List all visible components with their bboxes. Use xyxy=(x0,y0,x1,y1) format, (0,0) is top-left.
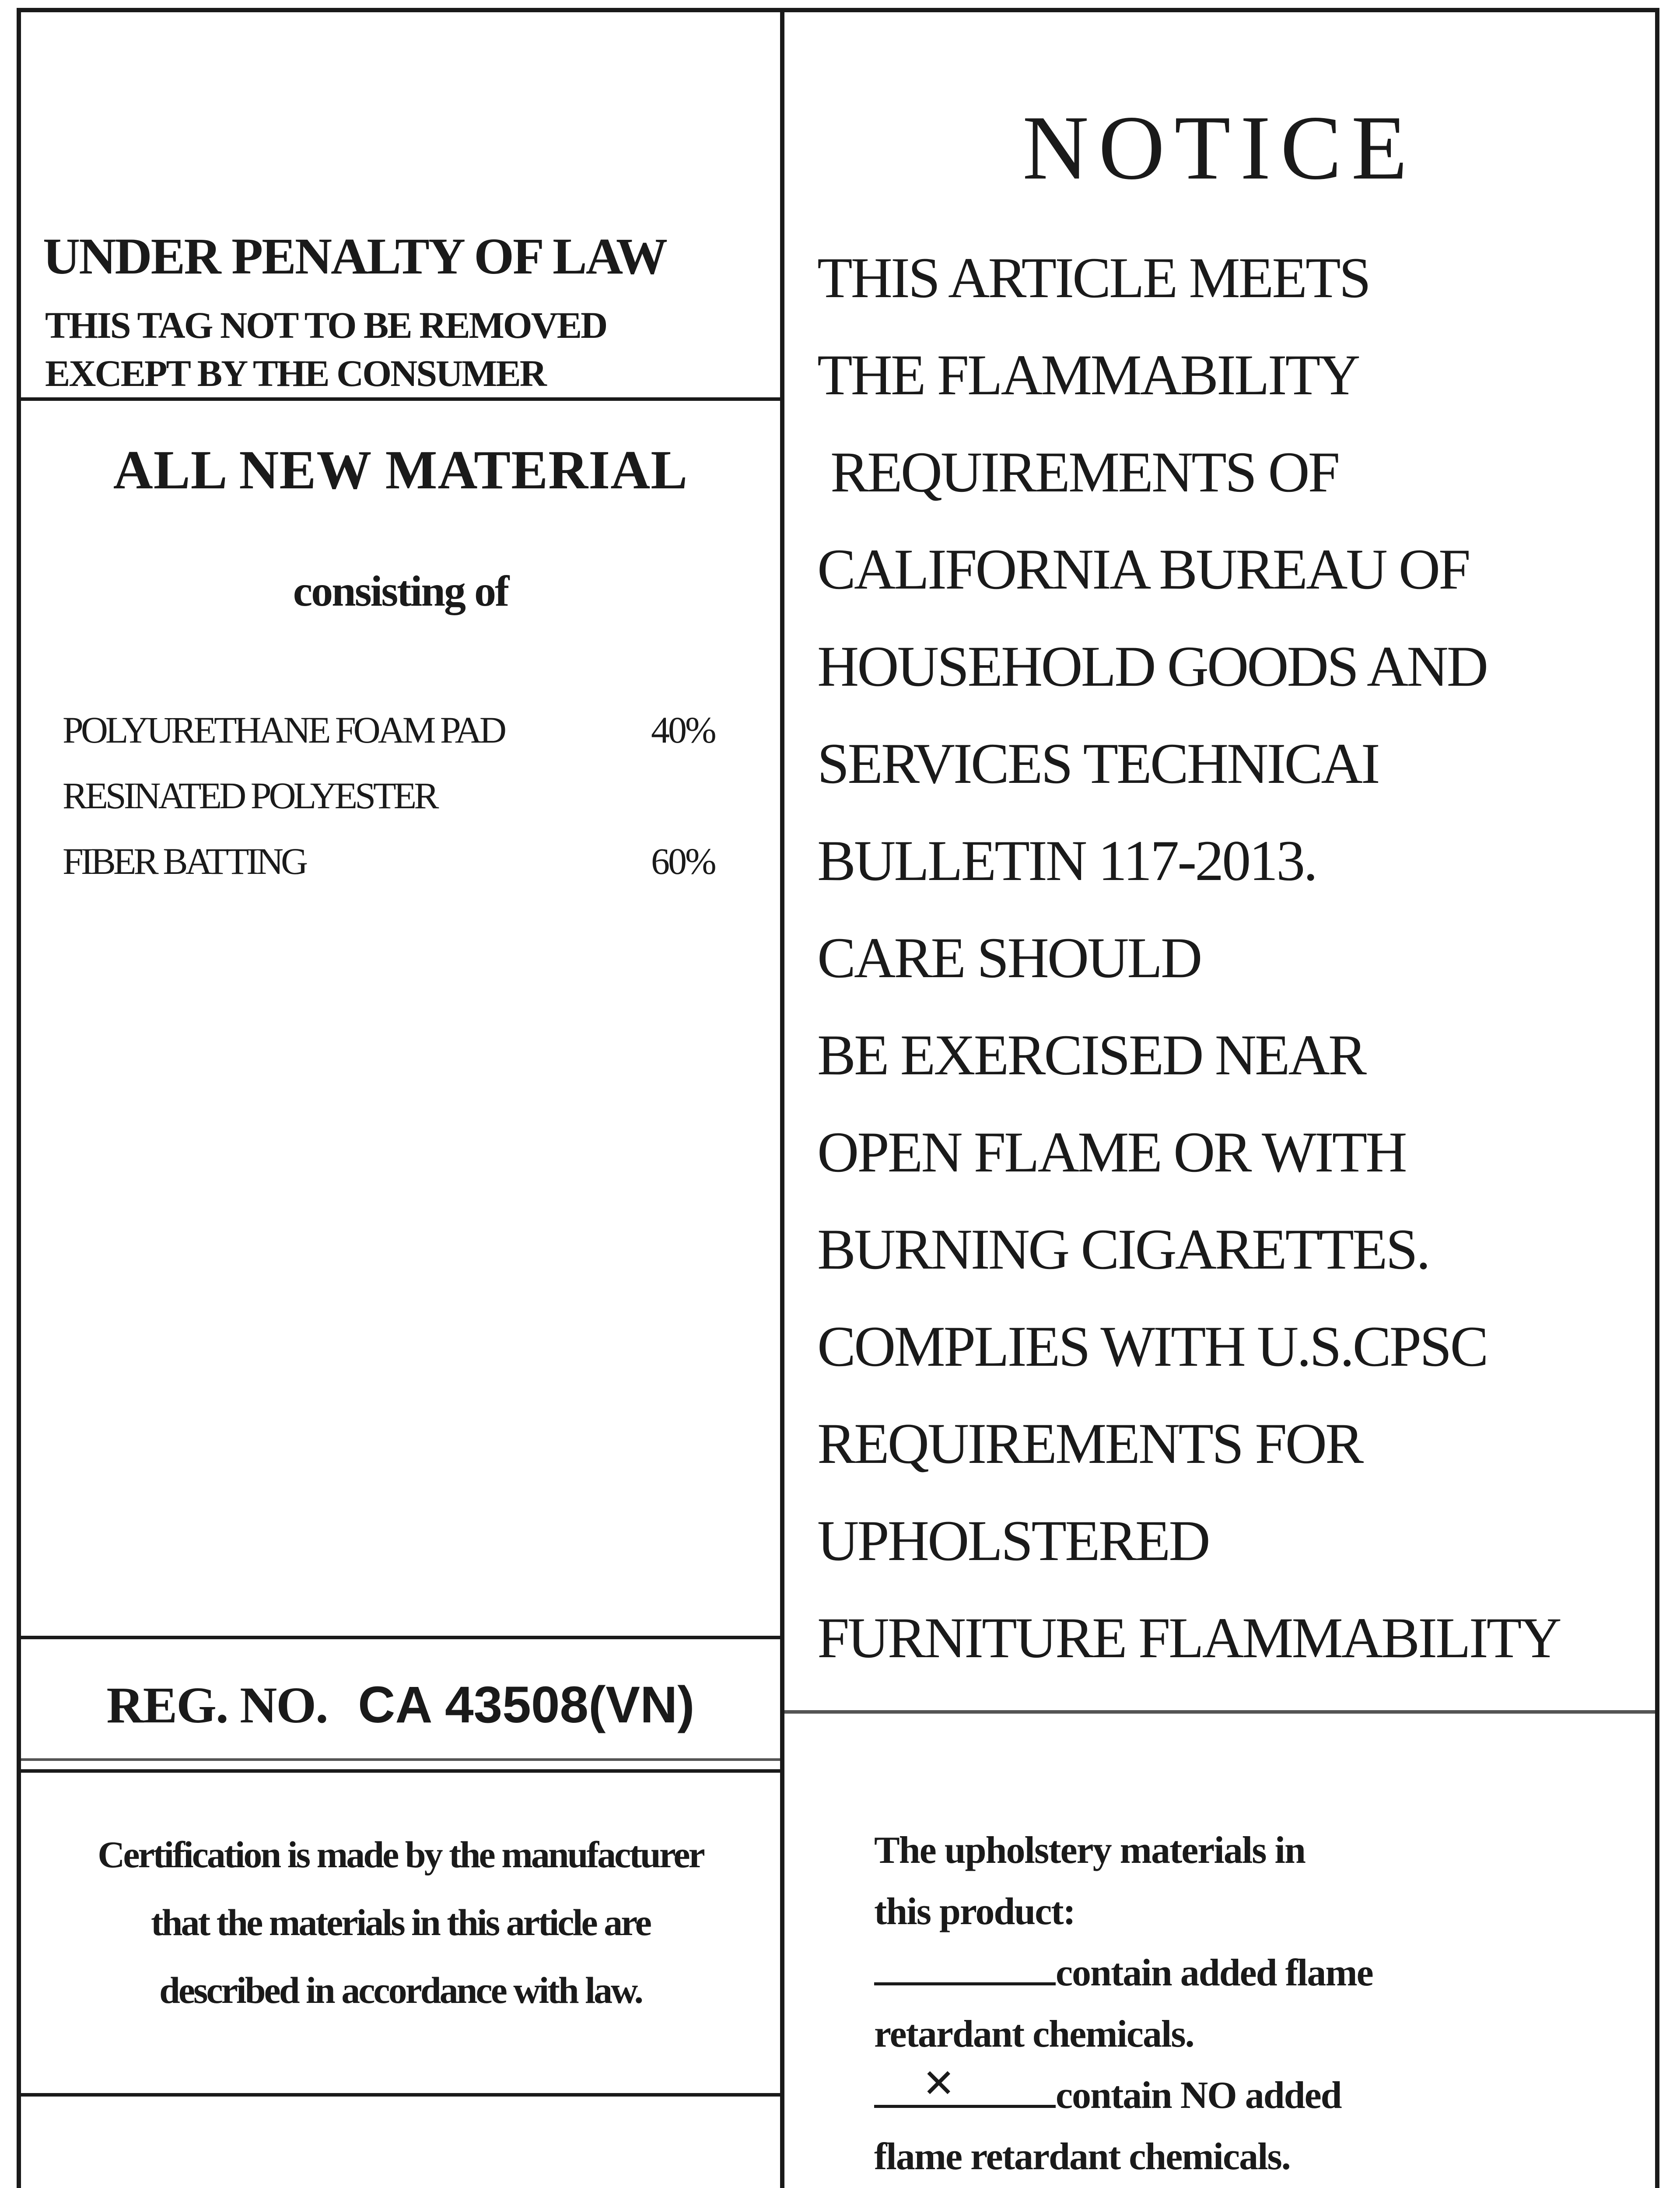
notice-line: UPHOLSTERED xyxy=(817,1508,1209,1573)
notice-line: REQUIREMENTS OF xyxy=(830,440,1339,504)
checked-x-mark: ✕ xyxy=(922,2061,955,2107)
disclosure-option-added xyxy=(874,1951,1373,1995)
material-percent: 60% xyxy=(651,840,715,882)
certification-line: that the materials in this article are xyxy=(151,1901,650,1943)
notice-line: BURNING CIGARETTES. xyxy=(817,1217,1429,1281)
material-name: POLYURETHANE FOAM PAD xyxy=(63,709,504,751)
material-percent: 40% xyxy=(651,709,715,751)
notice-line: BULLETIN 117-2013. xyxy=(817,828,1316,893)
notice-line: FURNITURE FLAMMABILITY xyxy=(817,1606,1560,1670)
disclosure-line: this product: xyxy=(874,1890,1075,1933)
notice-line: COMPLIES WITH U.S.CPSC xyxy=(817,1314,1487,1378)
divider xyxy=(21,1636,780,1639)
penalty-line-2: EXCEPT BY THE CONSUMER xyxy=(45,352,546,394)
notice-line: THE FLAMMABILITY xyxy=(817,343,1359,407)
divider xyxy=(21,1758,780,1761)
disclosure-line: flame retardant chemicals. xyxy=(874,2135,1290,2178)
option-text: contain added flame xyxy=(1056,1952,1373,1994)
notice-line: HOUSEHOLD GOODS AND xyxy=(817,634,1487,698)
option-text: contain NO added xyxy=(1056,2074,1341,2117)
notice-line: CALIFORNIA BUREAU OF xyxy=(817,537,1469,601)
material-name: RESINATED POLYESTER xyxy=(63,775,437,817)
material-heading: ALL NEW MATERIAL xyxy=(113,440,688,501)
disclosure-option-no-added xyxy=(874,2061,1341,2118)
divider xyxy=(21,1769,780,1773)
disclosure-line: The upholstery materials in xyxy=(874,1829,1305,1872)
consisting-of: consisting of xyxy=(293,567,508,615)
reg-no xyxy=(21,1675,780,1735)
column-divider xyxy=(780,12,784,2188)
notice-line: CARE SHOULD xyxy=(817,926,1201,990)
reg-no-value: CA 43508(VN) xyxy=(358,1676,695,1734)
penalty-title: UNDER PENALTY OF LAW xyxy=(43,228,667,285)
law-label xyxy=(17,8,1659,2188)
reg-no-label: REG. NO. xyxy=(106,1676,328,1734)
option-blank xyxy=(874,2061,1056,2108)
penalty-line-1: THIS TAG NOT TO BE REMOVED xyxy=(45,304,607,346)
notice-line: OPEN FLAME OR WITH xyxy=(817,1120,1406,1184)
divider xyxy=(21,2093,780,2097)
notice-line: BE EXERCISED NEAR xyxy=(817,1023,1365,1087)
disclosure-line: retardant chemicals. xyxy=(874,2013,1194,2055)
divider xyxy=(21,397,780,401)
certification-line: Certification is made by the manufacturer xyxy=(98,1834,704,1876)
notice-line: SERVICES TECHNICAI xyxy=(817,731,1379,796)
notice-title: NOTICE xyxy=(1022,97,1417,199)
notice-line: THIS ARTICLE MEETS xyxy=(817,245,1370,310)
material-name: FIBER BATTING xyxy=(63,840,306,882)
divider xyxy=(784,1710,1655,1714)
certification-line: described in accordance with law. xyxy=(159,1969,642,2011)
notice-line: REQUIREMENTS FOR xyxy=(817,1411,1362,1476)
option-blank xyxy=(874,1952,1056,1985)
